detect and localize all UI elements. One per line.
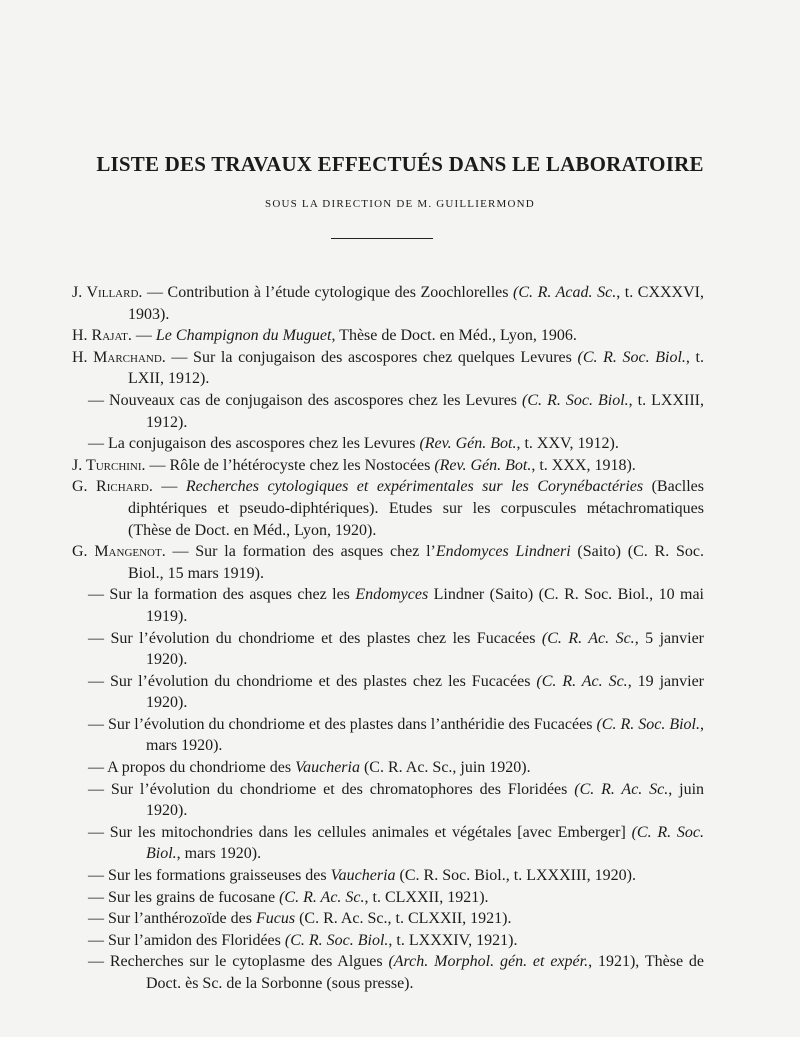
entry-text: — Sur l’évolution du chondriome et des plastes chez les Fucacées bbox=[88, 629, 542, 647]
entry-text: — Sur l’amidon des Floridées bbox=[88, 931, 285, 949]
entry-tail: , t. LXII, 1912). bbox=[128, 348, 704, 388]
list-item bbox=[0, 347, 800, 390]
entry-text: — Sur l’évolution du chondriome et des chromatophores des Floridées bbox=[88, 780, 575, 798]
entry-tail: (C. R. Soc. Biol., t. LXXXIII, 1920). bbox=[395, 867, 636, 885]
entry-text: — Sur l’anthérozoïde des bbox=[88, 910, 256, 928]
entry-text: — Rôle de l’hétérocyste chez les Nostocées bbox=[145, 456, 435, 474]
entry-tail: Lindner (Saito) (C. R. Soc. Biol., 10 mai 1919). bbox=[146, 586, 704, 625]
list-item bbox=[0, 390, 800, 433]
list-item bbox=[0, 908, 800, 930]
entry-author: J. Turchini. bbox=[72, 456, 146, 474]
entry-text: — Sur les grains de fucosane bbox=[88, 888, 280, 906]
entry-tail: , juin 1920). bbox=[146, 780, 705, 820]
entry-reference: (Rev. Gén. Bot. bbox=[419, 435, 517, 453]
entry-author: H. Rajat. bbox=[72, 327, 132, 345]
list-item bbox=[0, 282, 800, 325]
list-item bbox=[0, 930, 800, 952]
entry-reference: (C. R. Acad. Sc. bbox=[513, 284, 617, 301]
list-item bbox=[0, 628, 800, 671]
list-item bbox=[0, 584, 800, 627]
title-divider bbox=[331, 238, 433, 239]
entry-text: — Sur les formations graisseuses des bbox=[88, 867, 331, 885]
entry-text: — Sur la formation des asques chez les bbox=[88, 586, 356, 604]
entry-text: — Nouveaux cas de conjugaison des ascospores chez les Levures bbox=[88, 391, 523, 409]
bibliography-list bbox=[0, 282, 800, 995]
entry-text: — Recherches sur le cytoplasme des Algues bbox=[88, 953, 389, 971]
list-item bbox=[0, 779, 800, 822]
entry-text: — A propos du chondriome des bbox=[88, 759, 296, 777]
entry-tail: (C. R. Ac. Sc., juin 1920). bbox=[359, 759, 531, 777]
entry-tail: , t. CXXXVI, 1903). bbox=[128, 284, 704, 323]
entry-author: G. Mangenot. bbox=[72, 543, 166, 561]
entry-reference: (C. R. Soc. Biol. bbox=[577, 348, 686, 366]
list-item bbox=[0, 476, 800, 541]
entry-reference: Fucus bbox=[255, 910, 296, 928]
entry-tail: , t. XXV, 1912). bbox=[516, 435, 619, 453]
entry-reference: (Arch. Morphol. gén. et expér. bbox=[388, 953, 589, 971]
entry-text: — Contribution à l’étude cytologique des Zoochlorelles bbox=[142, 284, 514, 301]
entry-reference: Vaucheria bbox=[295, 759, 360, 777]
list-item bbox=[0, 757, 800, 779]
entry-reference: Vaucheria bbox=[330, 867, 396, 885]
list-item bbox=[0, 714, 800, 757]
entry-tail: , 1921), Thèse de Doct. ès Sc. de la Sorbonne (sous presse). bbox=[146, 953, 704, 992]
entry-reference: (C. R. Ac. Sc. bbox=[574, 780, 669, 798]
list-item bbox=[0, 541, 800, 584]
entry-author: G. Richard. bbox=[72, 478, 153, 496]
entry-text: — Sur l’évolution du chondriome et des plastes dans l’anthéridie des Fucacées bbox=[88, 715, 597, 733]
entry-tail: , 5 janvier 1920). bbox=[146, 629, 704, 669]
entry-tail: (Saito) (C. R. Soc. Biol., 15 mars 1919). bbox=[128, 543, 704, 582]
entry-reference: Endomyces Lindneri bbox=[435, 543, 571, 561]
page-subtitle: SOUS LA DIRECTION DE M. GUILLIERMOND bbox=[265, 198, 535, 210]
list-item bbox=[0, 433, 800, 455]
entry-tail: , t. XXX, 1918). bbox=[531, 456, 636, 474]
page-title: LISTE DES TRAVAUX EFFECTUÉS DANS LE LABORATOIRE bbox=[96, 152, 704, 176]
list-item bbox=[0, 865, 800, 887]
entry-reference: (C. R. Ac. Sc. bbox=[536, 672, 628, 690]
entry-tail: , mars 1920). bbox=[176, 845, 262, 863]
entry-author: H. Marchand. bbox=[72, 348, 166, 366]
list-item bbox=[0, 822, 800, 865]
entry-tail: , t. LXXIII, 1912). bbox=[146, 391, 705, 431]
entry-reference: Endomyces bbox=[355, 586, 429, 604]
list-item bbox=[0, 671, 800, 714]
entry-reference: (C. R. Soc. Biol. bbox=[596, 715, 701, 733]
list-item bbox=[0, 325, 800, 347]
entry-text: — bbox=[131, 327, 156, 345]
entry-reference: (C. R. Ac. Sc. bbox=[279, 888, 365, 906]
entry-tail: , t. CLXXII, 1921). bbox=[364, 888, 489, 906]
entry-text: — Sur les mitochondries dans les cellules animales et végétales [avec Emberger] bbox=[88, 823, 632, 841]
entry-text: — Sur l’évolution du chondriome et des plastes chez les Fucacées bbox=[88, 672, 537, 690]
entry-text: — La conjugaison des ascospores chez les Levures bbox=[88, 435, 420, 453]
entry-text: — bbox=[152, 478, 186, 496]
entry-reference: (C. R. Ac. Sc. bbox=[541, 629, 635, 647]
entry-tail: , Thèse de Doct. en Méd., Lyon, 1906. bbox=[331, 327, 577, 345]
entry-text: — Sur la conjugaison des ascospores chez quelques Levures bbox=[165, 348, 578, 366]
list-item bbox=[0, 455, 800, 477]
entry-reference: (C. R. Soc. Biol. bbox=[522, 391, 629, 409]
entry-reference: (C. R. Soc. Biol. bbox=[146, 823, 704, 863]
entry-tail: , mars 1920). bbox=[146, 715, 705, 755]
list-item bbox=[0, 887, 800, 909]
entry-tail: , t. LXXXIV, 1921). bbox=[388, 931, 518, 949]
entry-reference: (Rev. Gén. Bot. bbox=[434, 456, 532, 474]
entry-author: J. Villard. bbox=[72, 284, 143, 301]
entry-tail: (Baclles diphtériques et pseudo-diphtériques). Etudes sur les corpuscules métachromatiques (Thèse de Doct. en Méd., Lyon, 1920). bbox=[128, 478, 705, 539]
entry-reference: Recherches cytologiques et expérimentales sur les Corynébactéries bbox=[185, 478, 644, 496]
entry-tail: (C. R. Ac. Sc., t. CLXXII, 1921). bbox=[295, 910, 512, 928]
list-item bbox=[0, 951, 800, 994]
entry-text: — Sur la formation des asques chez l’ bbox=[165, 543, 436, 561]
entry-reference: Le Champignon du Muguet bbox=[155, 327, 332, 345]
entry-reference: (C. R. Soc. Biol. bbox=[284, 931, 389, 949]
entry-tail: , 19 janvier 1920). bbox=[146, 672, 704, 712]
